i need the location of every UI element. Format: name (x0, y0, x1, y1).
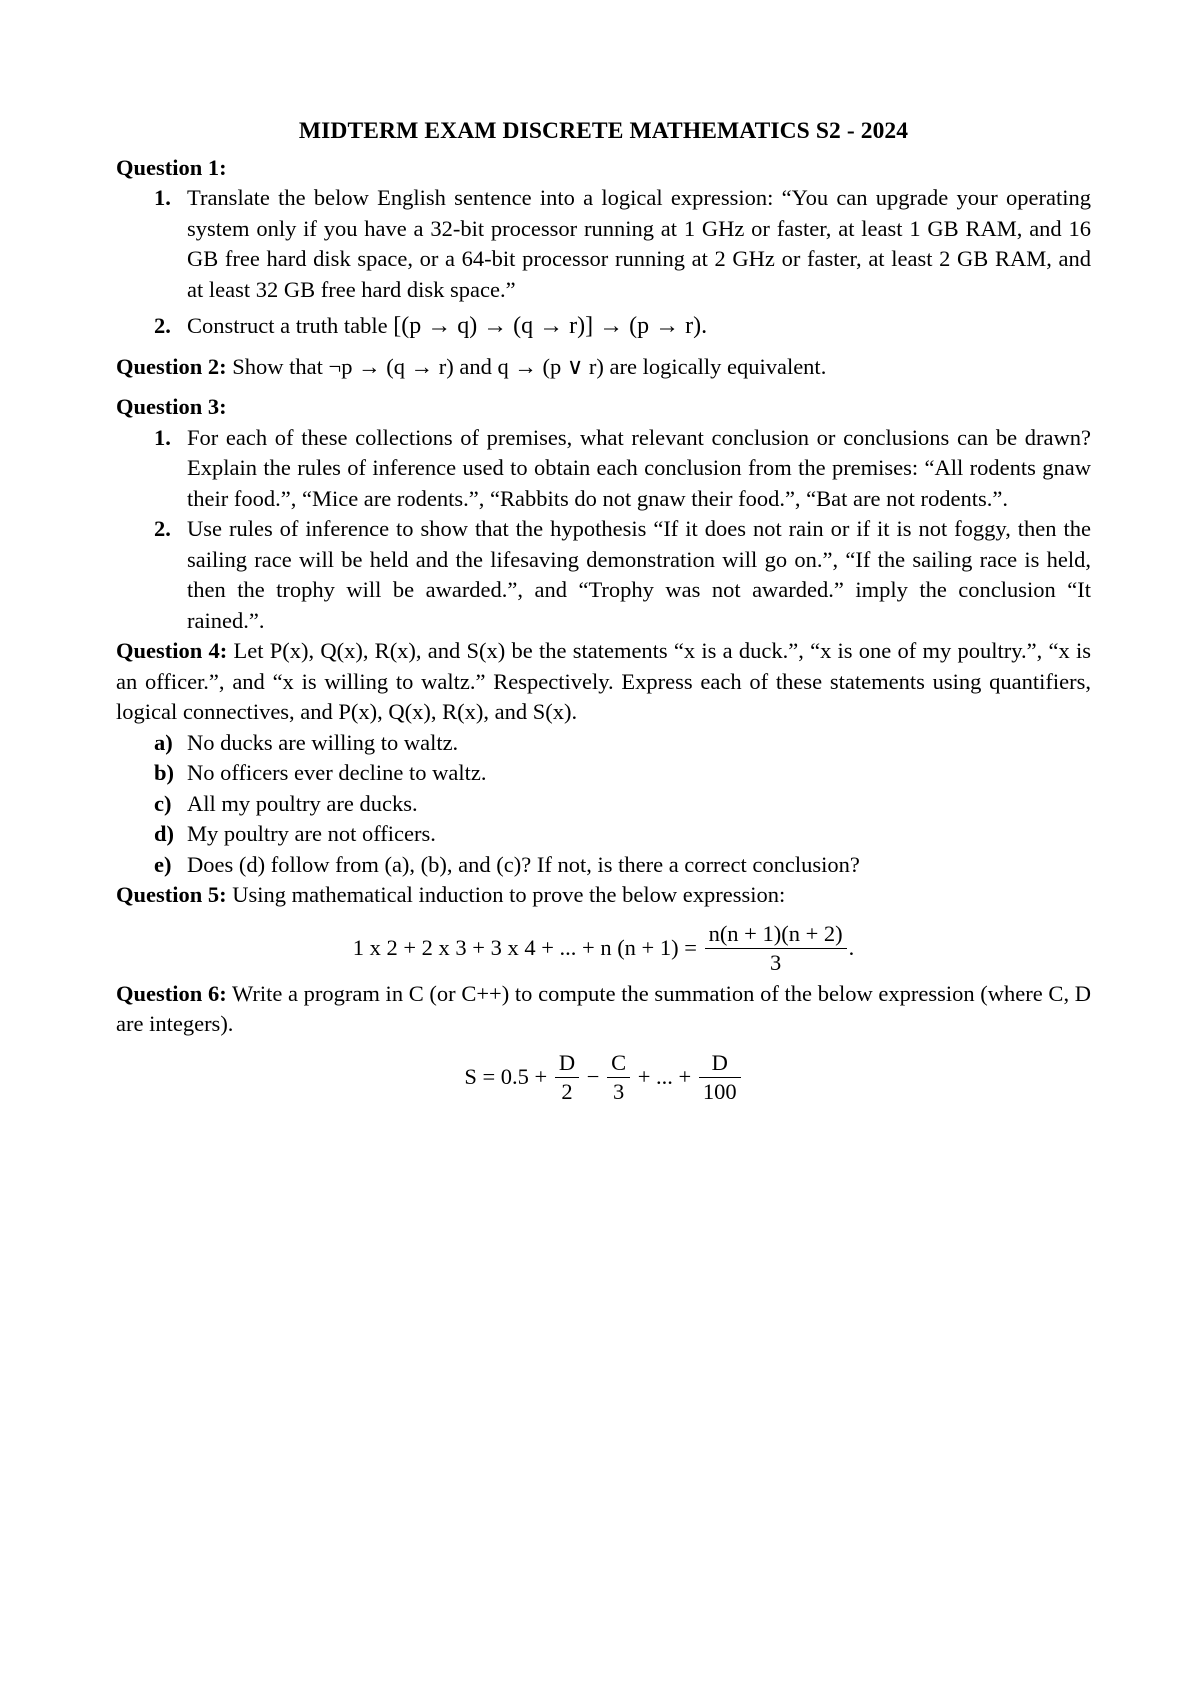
question-1-item-1 (116, 183, 1091, 305)
question-5-heading: Question 5: (116, 882, 227, 907)
truth-table-formula: [(p → q) → (q → r)] → (p → r). (393, 313, 708, 339)
question-2-formula-a: ¬p → (q → r) (328, 353, 454, 379)
item-number: 1. (154, 185, 171, 210)
question-4 (116, 636, 1091, 728)
question-2-text-a: Show that (232, 353, 323, 379)
item-number: 2. (154, 313, 171, 338)
item-letter: c) (154, 790, 172, 816)
question-2-text-c: are logically equivalent. (609, 353, 827, 379)
fraction-numerator: D (699, 1049, 741, 1078)
item-letter: a) (154, 729, 173, 755)
question-4-item-a (116, 728, 1091, 759)
fraction-d-over-100 (699, 1049, 741, 1106)
question-6-heading: Question 6: (116, 980, 227, 1006)
item-text: No ducks are willing to waltz. (187, 729, 459, 755)
minus-operator: − (586, 1064, 600, 1090)
fraction-numerator: D (555, 1049, 579, 1078)
question-4-item-c (116, 789, 1091, 820)
question-3-item-1 (116, 423, 1091, 515)
item-text: Use rules of inference to show that the hypothesis “If it does not rain or if it is not foggy, then the sailing race will be held and the lifesaving demonstration will go on.”, “If the sailing race is held, then the trophy will be awarded.”, and “Trophy was not awarded.” imply the conclusion “It rained.”. (187, 516, 1091, 633)
question-4-heading: Question 4: (116, 638, 228, 663)
question-3-heading: Question 3: (116, 394, 227, 419)
induction-equation (116, 915, 1091, 979)
item-letter: d) (154, 821, 175, 846)
equation-lhs: 1 x 2 + 2 x 3 + 3 x 4 + ... + n (n + 1) = (352, 935, 697, 961)
fraction-d-over-2 (555, 1049, 579, 1106)
fraction-denominator: 3 (769, 949, 782, 975)
question-2-formula-b: q → (p ∨ r) (497, 353, 604, 379)
question-6-text: Write a program in C (or C++) to compute the summation of the below expression (where C, D are integers). (116, 980, 1091, 1036)
summation-equation (116, 1044, 1091, 1108)
question-4-item-b (116, 758, 1091, 789)
item-text: Does (d) follow from (a), (b), and (c)? If not, is there a correct conclusion? (187, 851, 860, 877)
item-text: All my poultry are ducks. (187, 790, 418, 816)
item-text: My poultry are not officers. (187, 821, 436, 846)
exam-content (116, 116, 1091, 1108)
page-title: MIDTERM EXAM DISCRETE MATHEMATICS S2 - 2024 (298, 118, 909, 144)
fraction-denominator: 100 (702, 1078, 737, 1104)
question-4-item-d (116, 819, 1091, 850)
question-2-heading: Question 2: (116, 353, 227, 379)
item-text: For each of these collections of premises, what relevant conclusion or conclusions can be drawn? Explain the rules of inference used to obtain each conclusion from the premises: “All rodents gnaw their food.”, “Mice are rodents.”, “Rabbits do not gnaw their food.”, “Bat are not rodents.”. (187, 424, 1091, 511)
fraction-numerator: n(n + 1)(n + 2) (705, 920, 847, 949)
question-3 (116, 392, 1091, 636)
fraction-denominator: 3 (612, 1078, 625, 1104)
question-1-item-2 (116, 311, 1091, 342)
equation-end: . (848, 935, 855, 961)
ellipsis-operator: + ... + (637, 1064, 692, 1090)
item-number: 1. (154, 424, 171, 450)
item-text: Construct a truth table (187, 313, 388, 338)
question-3-item-2 (116, 514, 1091, 636)
question-4-item-e (116, 850, 1091, 881)
question-5-text: Using mathematical induction to prove the below expression: (232, 882, 786, 907)
question-1-heading: Question 1: (116, 154, 227, 180)
item-text: No officers ever decline to waltz. (187, 760, 487, 785)
item-text: Translate the below English sentence into a logical expression: “You can upgrade your operating system only if you have a 32-bit processor running at 1 GHz or faster, at least 1 GB RAM, and 16 GB free hard disk space, or a 64-bit processor running at 2 GHz or faster, at least 2 GB RAM, and at least 32 GB free hard disk space.” (187, 185, 1091, 302)
question-5 (116, 880, 1091, 911)
item-letter: b) (154, 760, 175, 785)
question-2 (116, 352, 1091, 383)
question-1 (116, 153, 1091, 342)
question-4-text: Let P(x), Q(x), R(x), and S(x) be the statements “x is a duck.”, “x is one of my poultry.”, “x is an officer.”, and “x is willing to waltz.” Respectively. Express each of these statements using quantifiers, logical connectives, and P(x), Q(x), R(x), and S(x). (116, 638, 1091, 724)
fraction-c-over-3 (607, 1049, 630, 1106)
fraction-numerator: C (607, 1049, 630, 1078)
fraction-denominator: 2 (561, 1078, 573, 1104)
question-6 (116, 979, 1091, 1040)
item-letter: e) (154, 851, 172, 877)
question-2-text-b: and (459, 353, 492, 379)
item-number: 2. (154, 516, 171, 541)
equation-fraction (705, 920, 847, 977)
summation-lhs: S = 0.5 + (464, 1064, 548, 1090)
